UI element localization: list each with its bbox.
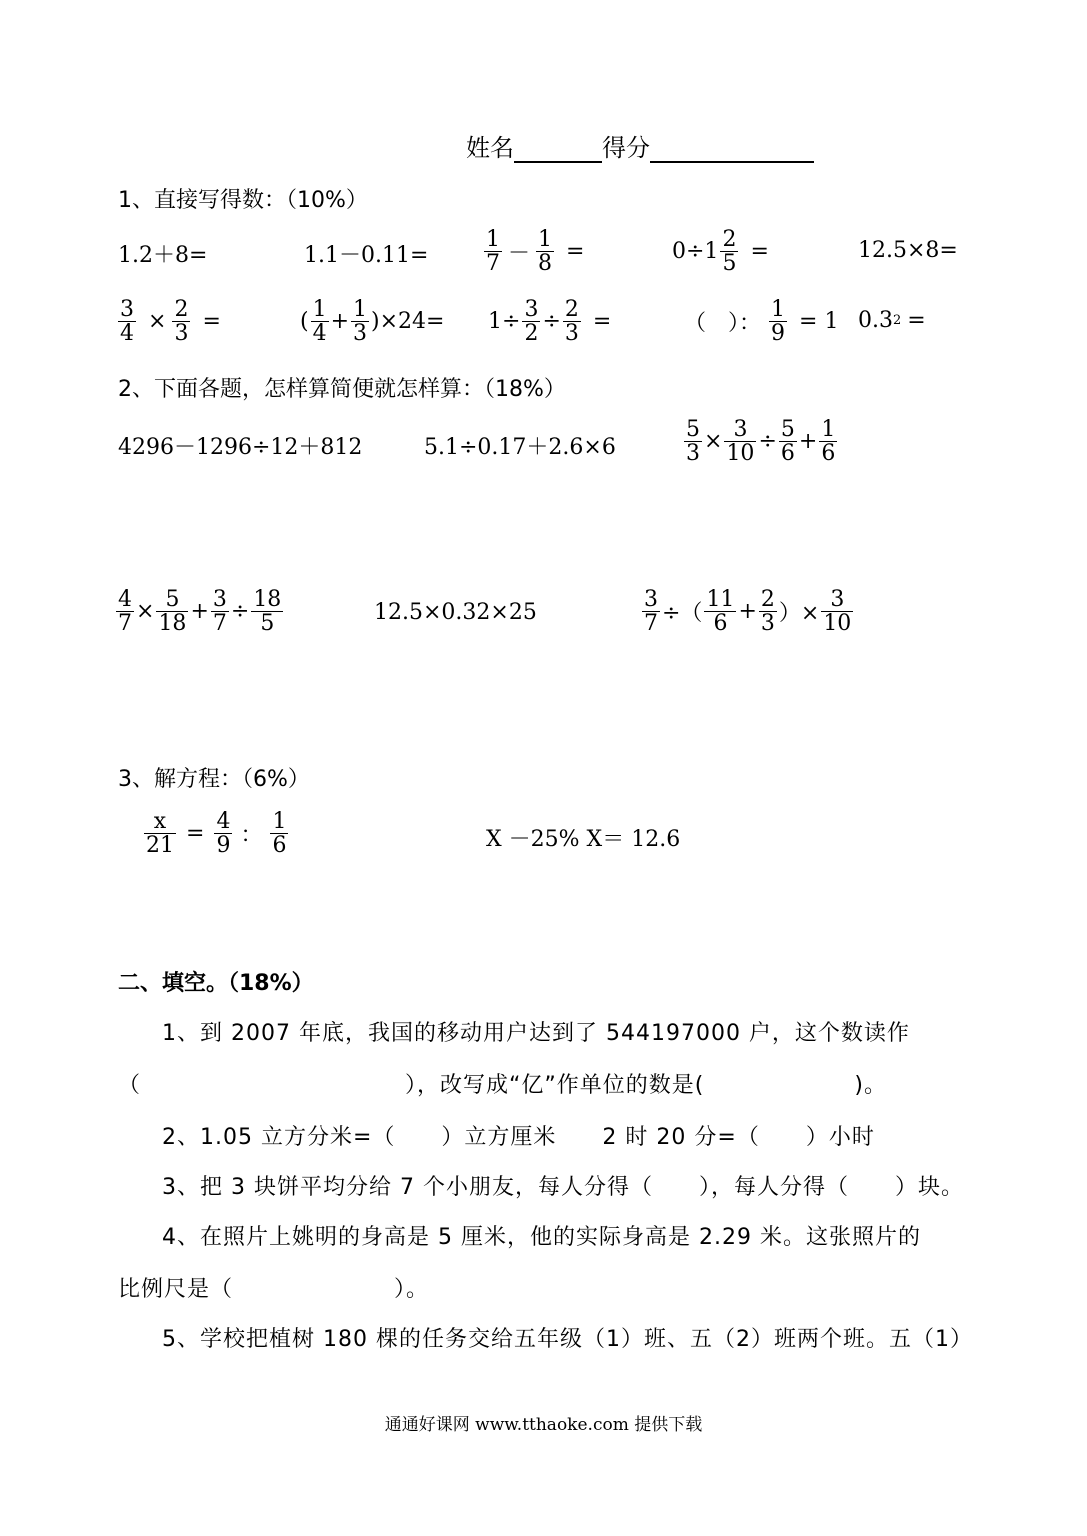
s2-r2-a: $\frac{4}{7}$ × $\frac{5}{18}$ + $\frac{3}{7}$ ÷ $\frac{18}{5}$ xyxy=(118,587,282,637)
fraction: $\frac{3}{2}$ xyxy=(524,297,539,347)
s1-r2-d: （ ）： $\frac{1}{9}$ = 1 xyxy=(684,297,839,347)
s3-title: 3、解方程：（6%） xyxy=(118,767,310,792)
fraction: $\frac{1}{4}$ xyxy=(312,297,327,347)
s2-r1-a: 4296－1296÷12＋812 xyxy=(118,435,363,460)
s1-r1-b: 1.1－0.11= xyxy=(304,243,429,268)
fraction: $\frac{2}{5}$ xyxy=(722,227,737,277)
fraction: $\frac{1}{9}$ xyxy=(771,297,786,347)
fraction: $\frac{3}{4}$ xyxy=(120,297,134,347)
s1-r1-c: $\frac{1}{7}$ － $\frac{1}{8}$ = xyxy=(486,227,585,277)
s1-title: 1、直接写得数：（10%） xyxy=(118,188,368,213)
s3-a: $\frac{x}{21}$ = $\frac{4}{9}$ ： $\frac{1}{6}$ xyxy=(146,809,287,859)
s2-title: 2、下面各题，怎样算简便就怎样算：（18%） xyxy=(118,377,566,402)
fraction: $\frac{11}{6}$ xyxy=(706,587,735,637)
fraction: $\frac{4}{9}$ xyxy=(216,809,231,859)
q4-line1: 4、在照片上姚明的身高是 5 厘米，他的实际身高是 2.29 米。这张照片的 xyxy=(162,1225,921,1250)
fraction: $\frac{1}{6}$ xyxy=(272,809,287,859)
s1-r1-a: 1.2＋8= xyxy=(118,243,208,268)
fraction: $\frac{x}{21}$ xyxy=(146,809,174,859)
s1-r2-b: ( $\frac{1}{4}$ + $\frac{1}{3}$ )×24= xyxy=(300,297,445,347)
fraction: $\frac{3}{10}$ xyxy=(823,587,852,637)
s1-r2-a: $\frac{3}{4}$ × $\frac{2}{3}$ = xyxy=(120,297,221,347)
fraction: $\frac{5}{3}$ xyxy=(686,417,700,467)
q4-line2: 比例尺是（ ）。 xyxy=(118,1277,430,1302)
fraction: $\frac{2}{3}$ xyxy=(564,297,579,347)
q1-line1: 1、到 2007 年底，我国的移动用户达到了 544197000 户，这个数读作 xyxy=(162,1021,910,1046)
name-blank xyxy=(514,135,602,163)
name-label: 姓名 xyxy=(466,134,514,162)
fraction: $\frac{3}{10}$ xyxy=(726,417,755,467)
s2-r1-c: $\frac{5}{3}$ × $\frac{3}{10}$ ÷ $\frac{5}{6}$ + $\frac{1}{6}$ xyxy=(686,417,836,467)
fraction: $\frac{1}{6}$ xyxy=(821,417,836,467)
fraction: $\frac{4}{7}$ xyxy=(118,587,132,637)
s2-r1-b: 5.1÷0.17＋2.6×6 xyxy=(424,435,616,460)
s1-r1-e: 12.5×8= xyxy=(858,238,958,263)
s4-title: 二、填空。（18%） xyxy=(118,971,314,996)
q2: 2、1.05 立方分米=（ ）立方厘米 2 时 20 分=（ ）小时 xyxy=(162,1125,875,1150)
fraction: $\frac{5}{18}$ xyxy=(158,587,187,637)
s1-r1-d: 0÷1 $\frac{2}{5}$ = xyxy=(672,227,769,277)
fraction: $\frac{3}{7}$ xyxy=(212,587,227,637)
score-label: 得分 xyxy=(602,134,650,162)
fraction: $\frac{3}{7}$ xyxy=(644,587,658,637)
fraction: $\frac{1}{3}$ xyxy=(353,297,368,347)
s1-r2-e: 0.3 2 = xyxy=(858,308,926,333)
q5: 5、学校把植树 180 棵的任务交给五年级（1）班、五（2）班两个班。五（1） xyxy=(162,1327,973,1352)
s1-r2-c: 1÷ $\frac{3}{2}$ ÷ $\frac{2}{3}$ = xyxy=(488,297,612,347)
s2-r2-b: 12.5×0.32×25 xyxy=(374,600,537,625)
fraction: $\frac{2}{3}$ xyxy=(760,587,775,637)
header xyxy=(466,128,814,163)
fraction: $\frac{5}{6}$ xyxy=(780,417,795,467)
q3: 3、把 3 块饼平均分给 7 个小朋友，每人分得（ ），每人分得（ ）块。 xyxy=(162,1175,964,1200)
q1-line2: （ ），改写成“亿”作单位的数是( )。 xyxy=(118,1073,887,1098)
fraction: $\frac{18}{5}$ xyxy=(253,587,282,637)
fraction: $\frac{2}{3}$ xyxy=(174,297,189,347)
score-blank xyxy=(650,135,814,163)
fraction: $\frac{1}{7}$ xyxy=(486,227,500,277)
s2-r2-c: $\frac{3}{7}$ ÷（ $\frac{11}{6}$ + $\frac{2}{3}$ ）× $\frac{3}{10}$ xyxy=(644,587,852,637)
footer: 通通好课网 www.tthaoke.com 提供下载 xyxy=(384,1415,703,1435)
s3-b: X －25% X＝ 12.6 xyxy=(486,827,681,852)
fraction: $\frac{1}{8}$ xyxy=(538,227,553,277)
